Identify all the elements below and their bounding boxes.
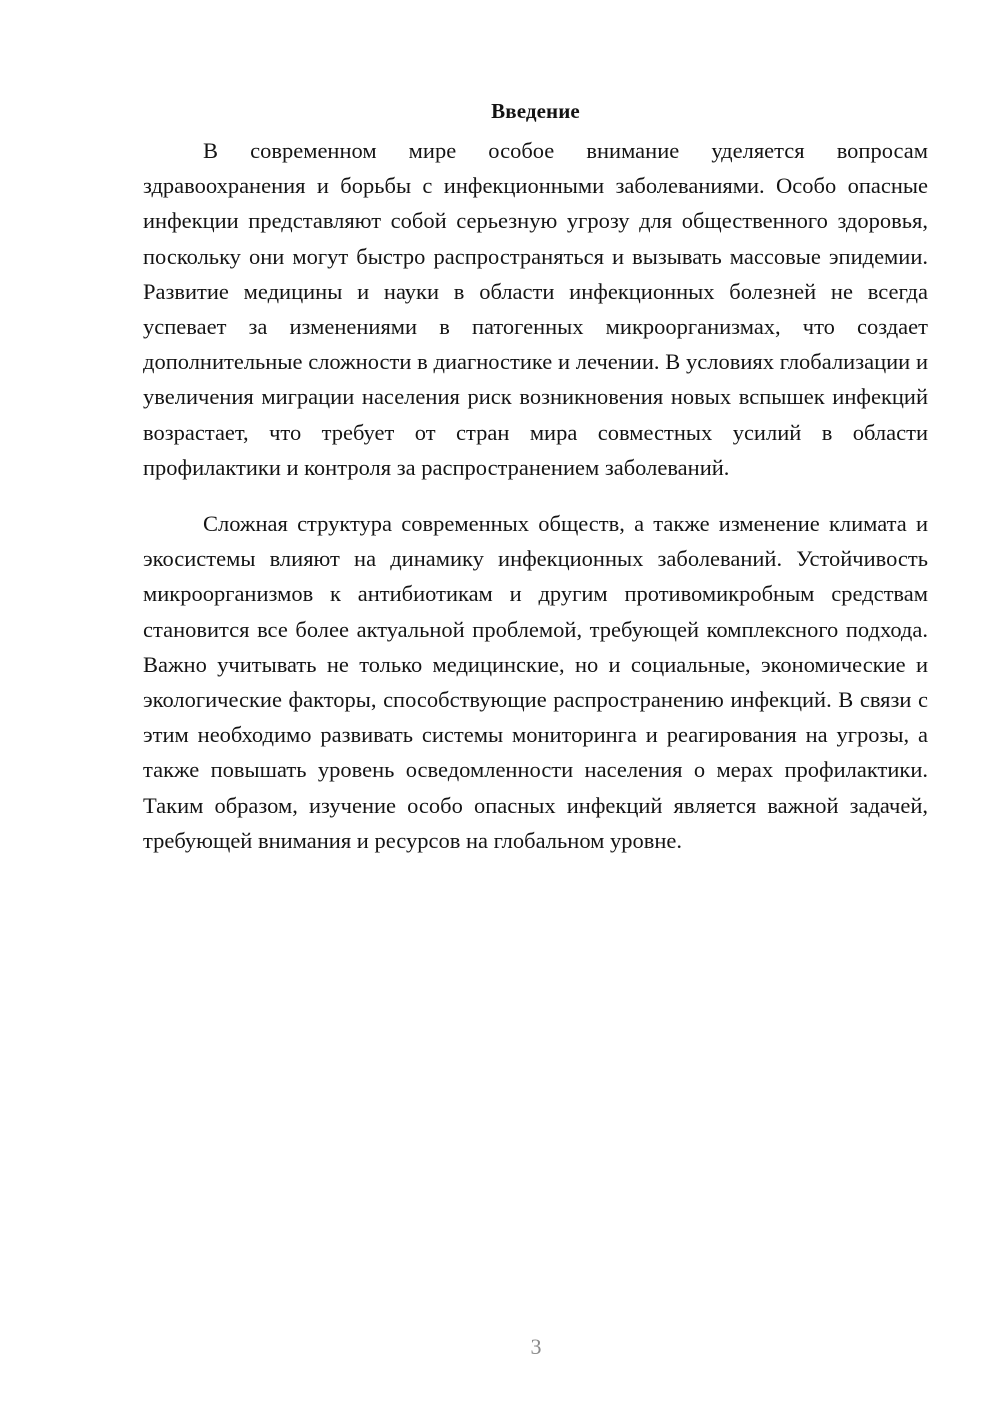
paragraph-introduction-2: Сложная структура современных обществ, а также изменение климата и экосистемы влияют на динамику инфекционных заболеваний. Устойчивость микроорганизмов к антибиотикам и другим противомикробным средствам становится все более актуальной проблемой, требующей комплексного подхода. Важно учитывать не только медицинские, но и социальные, экономические и экологические факторы, способствующие распространению инфекций. В связи с этим необходимо развивать системы мониторинга и реагирования на угрозы, а также повышать уровень осведомленности населения о мерах профилактики. Таким образом, изучение особо опасных инфекций является важной задачей, требующей внимания и ресурсов на глобальном уровне. xyxy=(143,511,928,853)
document-body xyxy=(143,96,928,858)
section-title: Введение xyxy=(491,99,580,123)
page-number: 3 xyxy=(530,1334,542,1359)
paragraph-introduction-1: В современном мире особое внимание уделяется вопросам здравоохранения и борьбы с инфекционными заболеваниями. Особо опасные инфекции представляют собой серьезную угрозу для общественного здоровья, поскольку они могут быстро распространяться и вызывать массовые эпидемии. Развитие медицины и науки в области инфекционных болезней не всегда успевает за изменениями в патогенных микроорганизмах, что создает дополнительные сложности в диагностике и лечении. В условиях глобализации и увеличения миграции населения риск возникновения новых вспышек инфекций возрастает, что требует от стран мира совместных усилий в области профилактики и контроля за распространением заболеваний. xyxy=(143,138,928,480)
